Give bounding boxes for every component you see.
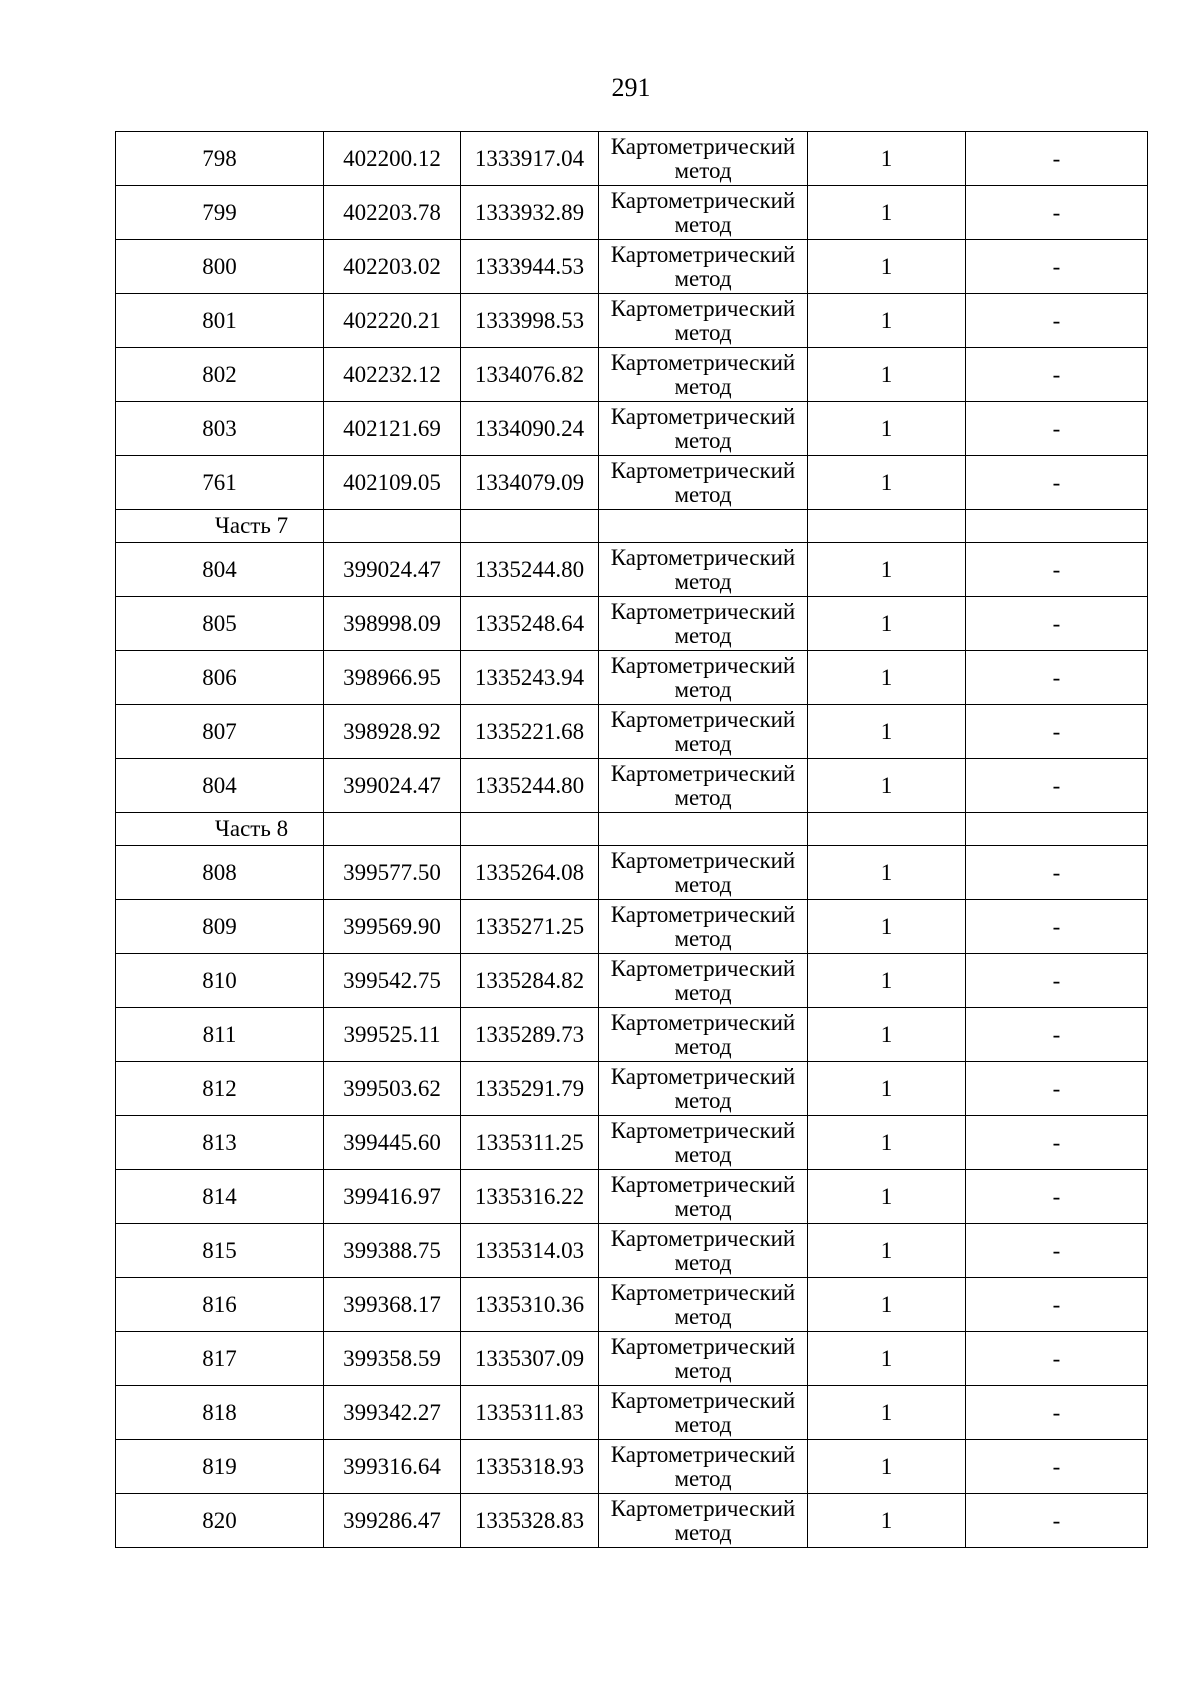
table-row — [116, 240, 1148, 294]
method-text-line-1: Картометрический — [610, 1171, 796, 1197]
point-number-cell: 812 — [116, 1062, 324, 1116]
x-coordinate-cell: 399024.47 — [324, 543, 461, 597]
method-text-line-2: метод — [674, 1411, 732, 1437]
x-coordinate-cell: 402203.02 — [324, 240, 461, 294]
table-row — [116, 543, 1148, 597]
method-text-line-2: метод — [674, 1087, 732, 1113]
note-cell: - — [966, 1332, 1148, 1386]
point-number-cell: 798 — [116, 132, 324, 186]
table-row — [116, 1224, 1148, 1278]
y-coordinate-cell: 1335310.36 — [461, 1278, 599, 1332]
table-row — [116, 1116, 1148, 1170]
note-cell: - — [966, 1116, 1148, 1170]
method-cell — [599, 1116, 808, 1170]
note-cell: - — [966, 1278, 1148, 1332]
method-cell — [599, 1170, 808, 1224]
method-cell — [599, 651, 808, 705]
note-cell: - — [966, 651, 1148, 705]
method-text-line-2: метод — [674, 481, 732, 507]
part-label: Часть 7 — [116, 510, 324, 543]
table-row — [116, 402, 1148, 456]
point-number-cell: 815 — [116, 1224, 324, 1278]
x-coordinate-cell: 399286.47 — [324, 1494, 461, 1548]
y-coordinate-cell: 1335244.80 — [461, 759, 599, 813]
x-coordinate-cell: 398966.95 — [324, 651, 461, 705]
accuracy-cell: 1 — [808, 1224, 966, 1278]
point-number-cell: 810 — [116, 954, 324, 1008]
y-coordinate-cell: 1335318.93 — [461, 1440, 599, 1494]
empty-cell — [461, 813, 599, 846]
table-row — [116, 1332, 1148, 1386]
y-coordinate-cell: 1335314.03 — [461, 1224, 599, 1278]
method-cell — [599, 954, 808, 1008]
method-text-line-2: метод — [674, 1141, 732, 1167]
empty-cell — [599, 510, 808, 543]
x-coordinate-cell: 398928.92 — [324, 705, 461, 759]
method-text-line-1: Картометрический — [610, 955, 796, 981]
method-cell — [599, 1008, 808, 1062]
method-cell — [599, 132, 808, 186]
y-coordinate-cell: 1335311.25 — [461, 1116, 599, 1170]
method-text-line-1: Картометрический — [610, 349, 796, 375]
x-coordinate-cell: 399024.47 — [324, 759, 461, 813]
method-cell — [599, 240, 808, 294]
empty-cell — [599, 813, 808, 846]
empty-cell — [324, 813, 461, 846]
x-coordinate-cell: 399577.50 — [324, 846, 461, 900]
point-number-cell: 806 — [116, 651, 324, 705]
method-text-line-2: метод — [674, 1033, 732, 1059]
method-cell — [599, 900, 808, 954]
y-coordinate-cell: 1335328.83 — [461, 1494, 599, 1548]
x-coordinate-cell: 399525.11 — [324, 1008, 461, 1062]
method-text-line-2: метод — [674, 979, 732, 1005]
method-text-line-2: метод — [674, 871, 732, 897]
method-text-line-1: Картометрический — [610, 544, 796, 570]
accuracy-cell: 1 — [808, 456, 966, 510]
method-text-line-2: метод — [674, 1249, 732, 1275]
method-text-line-1: Картометрический — [610, 133, 796, 159]
table-row — [116, 759, 1148, 813]
method-cell — [599, 1332, 808, 1386]
point-number-cell: 803 — [116, 402, 324, 456]
method-cell — [599, 705, 808, 759]
table-row — [116, 294, 1148, 348]
method-cell — [599, 186, 808, 240]
point-number-cell: 820 — [116, 1494, 324, 1548]
y-coordinate-cell: 1334090.24 — [461, 402, 599, 456]
method-text-line-2: метод — [674, 427, 732, 453]
x-coordinate-cell: 399445.60 — [324, 1116, 461, 1170]
x-coordinate-cell: 399388.75 — [324, 1224, 461, 1278]
table-row — [116, 348, 1148, 402]
accuracy-cell: 1 — [808, 759, 966, 813]
note-cell: - — [966, 402, 1148, 456]
method-text-line-2: метод — [674, 622, 732, 648]
point-number-cell: 809 — [116, 900, 324, 954]
empty-cell — [808, 813, 966, 846]
method-text-line-1: Картометрический — [610, 1387, 796, 1413]
method-cell — [599, 846, 808, 900]
method-cell — [599, 543, 808, 597]
accuracy-cell: 1 — [808, 1062, 966, 1116]
method-text-line-2: метод — [674, 265, 732, 291]
method-cell — [599, 456, 808, 510]
table-row — [116, 1494, 1148, 1548]
accuracy-cell: 1 — [808, 954, 966, 1008]
y-coordinate-cell: 1335307.09 — [461, 1332, 599, 1386]
table-row — [116, 1008, 1148, 1062]
note-cell: - — [966, 597, 1148, 651]
x-coordinate-cell: 402232.12 — [324, 348, 461, 402]
accuracy-cell: 1 — [808, 1116, 966, 1170]
method-text-line-1: Картометрический — [610, 901, 796, 927]
method-text-line-2: метод — [674, 568, 732, 594]
x-coordinate-cell: 399316.64 — [324, 1440, 461, 1494]
coordinates-table — [115, 131, 1148, 1548]
accuracy-cell: 1 — [808, 402, 966, 456]
accuracy-cell: 1 — [808, 186, 966, 240]
method-text-line-1: Картометрический — [610, 1063, 796, 1089]
note-cell: - — [966, 1224, 1148, 1278]
x-coordinate-cell: 399416.97 — [324, 1170, 461, 1224]
method-text-line-1: Картометрический — [610, 1279, 796, 1305]
empty-cell — [966, 813, 1148, 846]
point-number-cell: 805 — [116, 597, 324, 651]
y-coordinate-cell: 1334079.09 — [461, 456, 599, 510]
page-number: 291 — [611, 73, 651, 102]
accuracy-cell: 1 — [808, 240, 966, 294]
table-row — [116, 456, 1148, 510]
note-cell: - — [966, 186, 1148, 240]
method-text-line-2: метод — [674, 1195, 732, 1221]
note-cell: - — [966, 1440, 1148, 1494]
note-cell: - — [966, 132, 1148, 186]
empty-cell — [324, 510, 461, 543]
table-row — [116, 132, 1148, 186]
y-coordinate-cell: 1335244.80 — [461, 543, 599, 597]
x-coordinate-cell: 402220.21 — [324, 294, 461, 348]
y-coordinate-cell: 1335311.83 — [461, 1386, 599, 1440]
accuracy-cell: 1 — [808, 1170, 966, 1224]
method-text-line-1: Картометрический — [610, 598, 796, 624]
y-coordinate-cell: 1335291.79 — [461, 1062, 599, 1116]
accuracy-cell: 1 — [808, 132, 966, 186]
point-number-cell: 811 — [116, 1008, 324, 1062]
coordinates-table-body — [116, 132, 1148, 1548]
method-text-line-1: Картометрический — [610, 847, 796, 873]
note-cell: - — [966, 1386, 1148, 1440]
table-row — [116, 1170, 1148, 1224]
method-text-line-2: метод — [674, 211, 732, 237]
x-coordinate-cell: 399503.62 — [324, 1062, 461, 1116]
note-cell: - — [966, 1170, 1148, 1224]
method-cell — [599, 1224, 808, 1278]
method-text-line-1: Картометрический — [610, 241, 796, 267]
y-coordinate-cell: 1333944.53 — [461, 240, 599, 294]
note-cell: - — [966, 759, 1148, 813]
y-coordinate-cell: 1335316.22 — [461, 1170, 599, 1224]
note-cell: - — [966, 954, 1148, 1008]
method-text-line-1: Картометрический — [610, 295, 796, 321]
method-text-line-2: метод — [674, 1303, 732, 1329]
point-number-cell: 819 — [116, 1440, 324, 1494]
point-number-cell: 804 — [116, 543, 324, 597]
method-cell — [599, 348, 808, 402]
accuracy-cell: 1 — [808, 348, 966, 402]
empty-cell — [966, 510, 1148, 543]
method-cell — [599, 1386, 808, 1440]
method-cell — [599, 1062, 808, 1116]
x-coordinate-cell: 399368.17 — [324, 1278, 461, 1332]
method-cell — [599, 294, 808, 348]
table-row — [116, 900, 1148, 954]
method-text-line-2: метод — [674, 319, 732, 345]
table-row — [116, 705, 1148, 759]
table-row — [116, 1386, 1148, 1440]
y-coordinate-cell: 1333932.89 — [461, 186, 599, 240]
method-text-line-1: Картометрический — [610, 706, 796, 732]
y-coordinate-cell: 1335221.68 — [461, 705, 599, 759]
x-coordinate-cell: 402203.78 — [324, 186, 461, 240]
method-text-line-1: Картометрический — [610, 652, 796, 678]
x-coordinate-cell: 399542.75 — [324, 954, 461, 1008]
y-coordinate-cell: 1335248.64 — [461, 597, 599, 651]
empty-cell — [461, 510, 599, 543]
accuracy-cell: 1 — [808, 294, 966, 348]
point-number-cell: 761 — [116, 456, 324, 510]
method-text-line-1: Картометрический — [610, 457, 796, 483]
note-cell: - — [966, 846, 1148, 900]
method-text-line-1: Картометрический — [610, 1117, 796, 1143]
method-text-line-1: Картометрический — [610, 403, 796, 429]
point-number-cell: 802 — [116, 348, 324, 402]
method-cell — [599, 759, 808, 813]
accuracy-cell: 1 — [808, 846, 966, 900]
method-text-line-2: метод — [674, 373, 732, 399]
point-number-cell: 800 — [116, 240, 324, 294]
accuracy-cell: 1 — [808, 705, 966, 759]
point-number-cell: 816 — [116, 1278, 324, 1332]
y-coordinate-cell: 1334076.82 — [461, 348, 599, 402]
method-cell — [599, 1494, 808, 1548]
accuracy-cell: 1 — [808, 1440, 966, 1494]
method-text-line-1: Картометрический — [610, 187, 796, 213]
x-coordinate-cell: 398998.09 — [324, 597, 461, 651]
y-coordinate-cell: 1335284.82 — [461, 954, 599, 1008]
method-cell — [599, 1440, 808, 1494]
y-coordinate-cell: 1335264.08 — [461, 846, 599, 900]
empty-cell — [808, 510, 966, 543]
method-text-line-2: метод — [674, 784, 732, 810]
method-text-line-2: метод — [674, 1465, 732, 1491]
accuracy-cell: 1 — [808, 597, 966, 651]
part-header-row — [116, 510, 1148, 543]
method-text-line-1: Картометрический — [610, 1333, 796, 1359]
y-coordinate-cell: 1333917.04 — [461, 132, 599, 186]
part-label: Часть 8 — [116, 813, 324, 846]
accuracy-cell: 1 — [808, 1494, 966, 1548]
table-row — [116, 1440, 1148, 1494]
point-number-cell: 813 — [116, 1116, 324, 1170]
x-coordinate-cell: 402109.05 — [324, 456, 461, 510]
note-cell: - — [966, 543, 1148, 597]
method-text-line-2: метод — [674, 157, 732, 183]
y-coordinate-cell: 1333998.53 — [461, 294, 599, 348]
method-text-line-2: метод — [674, 1519, 732, 1545]
accuracy-cell: 1 — [808, 1278, 966, 1332]
method-cell — [599, 597, 808, 651]
note-cell: - — [966, 1008, 1148, 1062]
x-coordinate-cell: 399569.90 — [324, 900, 461, 954]
point-number-cell: 807 — [116, 705, 324, 759]
note-cell: - — [966, 1062, 1148, 1116]
note-cell: - — [966, 294, 1148, 348]
method-text-line-1: Картометрический — [610, 1441, 796, 1467]
table-row — [116, 651, 1148, 705]
accuracy-cell: 1 — [808, 651, 966, 705]
point-number-cell: 818 — [116, 1386, 324, 1440]
point-number-cell: 817 — [116, 1332, 324, 1386]
x-coordinate-cell: 399342.27 — [324, 1386, 461, 1440]
y-coordinate-cell: 1335289.73 — [461, 1008, 599, 1062]
table-row — [116, 1062, 1148, 1116]
table-row — [116, 846, 1148, 900]
method-cell — [599, 1278, 808, 1332]
note-cell: - — [966, 1494, 1148, 1548]
x-coordinate-cell: 402200.12 — [324, 132, 461, 186]
accuracy-cell: 1 — [808, 1386, 966, 1440]
y-coordinate-cell: 1335243.94 — [461, 651, 599, 705]
point-number-cell: 801 — [116, 294, 324, 348]
table-row — [116, 186, 1148, 240]
accuracy-cell: 1 — [808, 1008, 966, 1062]
method-text-line-1: Картометрический — [610, 1225, 796, 1251]
table-row — [116, 954, 1148, 1008]
method-text-line-1: Картометрический — [610, 1495, 796, 1521]
method-text-line-2: метод — [674, 1357, 732, 1383]
method-text-line-2: метод — [674, 730, 732, 756]
table-row — [116, 1278, 1148, 1332]
part-header-row — [116, 813, 1148, 846]
note-cell: - — [966, 456, 1148, 510]
accuracy-cell: 1 — [808, 543, 966, 597]
method-text-line-2: метод — [674, 676, 732, 702]
note-cell: - — [966, 348, 1148, 402]
method-cell — [599, 402, 808, 456]
x-coordinate-cell: 399358.59 — [324, 1332, 461, 1386]
method-text-line-2: метод — [674, 925, 732, 951]
accuracy-cell: 1 — [808, 900, 966, 954]
point-number-cell: 814 — [116, 1170, 324, 1224]
note-cell: - — [966, 900, 1148, 954]
point-number-cell: 808 — [116, 846, 324, 900]
method-text-line-1: Картометрический — [610, 1009, 796, 1035]
method-text-line-1: Картометрический — [610, 760, 796, 786]
y-coordinate-cell: 1335271.25 — [461, 900, 599, 954]
accuracy-cell: 1 — [808, 1332, 966, 1386]
x-coordinate-cell: 402121.69 — [324, 402, 461, 456]
point-number-cell: 804 — [116, 759, 324, 813]
note-cell: - — [966, 240, 1148, 294]
point-number-cell: 799 — [116, 186, 324, 240]
table-row — [116, 597, 1148, 651]
note-cell: - — [966, 705, 1148, 759]
